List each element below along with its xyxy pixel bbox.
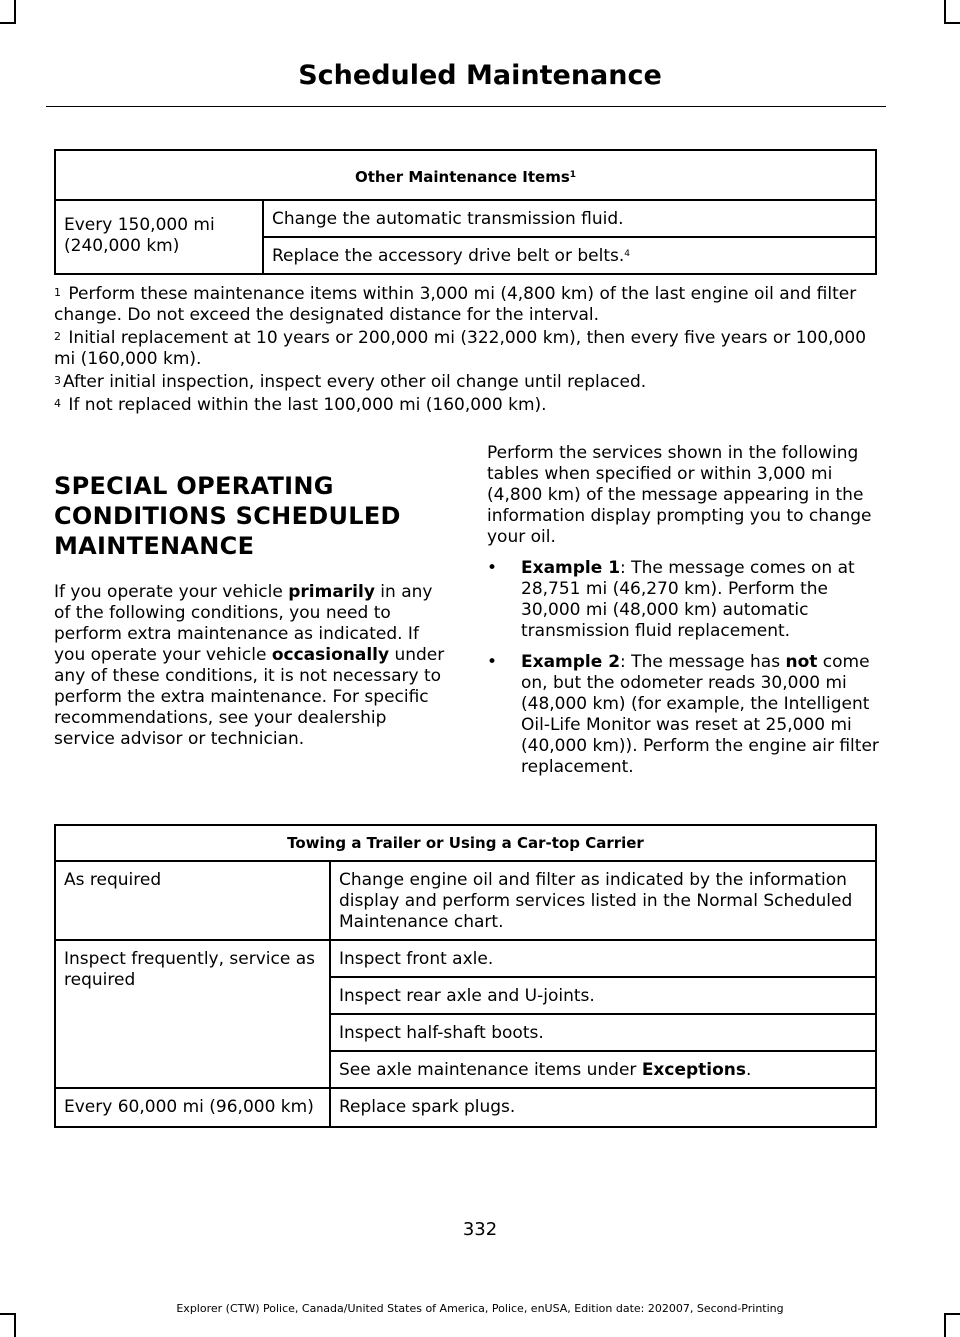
- para-text: under any of these conditions, it is not necessary to perform the extra maintenance. For specific recommendations, see your dealership service advisor or technician.: [54, 645, 445, 749]
- para-emphasis: primarily: [288, 582, 375, 602]
- example-emphasis: not: [785, 652, 818, 672]
- table-cell: [263, 200, 876, 237]
- bullet-icon: •: [487, 652, 498, 672]
- right-column: [487, 443, 882, 788]
- intro-paragraph: Perform the services shown in the following tables when specified or within 3,000 mi (4,800 km) of the message appearing in the information display prompting you to change your oil.: [487, 443, 872, 547]
- bullet-icon: •: [487, 558, 498, 578]
- table-title: Towing a Trailer or Using a Car-top Carrier: [55, 825, 876, 861]
- crop-mark: [944, 1315, 946, 1337]
- table-cell: [263, 237, 876, 274]
- interval-cell: Every 60,000 mi (96,000 km): [55, 1088, 330, 1127]
- footnote: [54, 284, 884, 326]
- examples-list: [487, 558, 882, 778]
- table-title-text: Other Maintenance Items: [354, 167, 570, 186]
- table-cell: Inspect front axle.: [330, 940, 876, 977]
- crop-mark: [0, 22, 16, 24]
- page-number: 332: [462, 1219, 498, 1240]
- crop-mark: [944, 0, 946, 22]
- section-heading: SPECIAL OPERATING CONDITIONS SCHEDULED MAINTENANCE: [54, 472, 401, 560]
- example-label: Example 2: [521, 652, 621, 672]
- table-cell: Change engine oil and filter as indicated by the information display and perform services listed in the Normal Scheduled Maintenance chart.: [330, 861, 876, 940]
- footnote: [54, 328, 884, 370]
- interval-cell: Inspect frequently, service as required: [55, 940, 330, 1088]
- footnote: [54, 372, 884, 393]
- example-text: : The message comes on at 28,751 mi (46,270 km). Perform the 30,000 mi (48,000 km) automatic transmission fluid replacement.: [521, 558, 855, 641]
- table-cell: [330, 1051, 876, 1088]
- cell-text: Replace the accessory drive belt or belts.: [272, 246, 625, 266]
- interval-cell: Every 150,000 mi (240,000 km): [55, 200, 263, 274]
- footnote-text: Initial replacement at 10 years or 200,000 mi (322,000 km), then every five years or 100,000 mi (160,000 km).: [54, 328, 867, 369]
- example-label: Example 1: [521, 558, 621, 578]
- crop-mark: [14, 1315, 16, 1337]
- interval-cell: As required: [55, 861, 330, 940]
- other-maintenance-table: [54, 149, 877, 275]
- footnotes: [54, 284, 884, 418]
- footnote-mark: 3: [54, 374, 61, 387]
- page-title: Scheduled Maintenance: [298, 60, 662, 91]
- section-paragraph: [54, 582, 452, 750]
- table-title: [55, 150, 876, 200]
- table-cell: Inspect rear axle and U-joints.: [330, 977, 876, 1014]
- towing-table: [54, 824, 877, 1128]
- list-item: [487, 652, 882, 778]
- title-divider: [46, 106, 886, 107]
- table-cell: Replace spark plugs.: [330, 1088, 876, 1127]
- footnote-mark: 4: [54, 397, 61, 410]
- footnote: [54, 395, 884, 416]
- footnote-mark: 2: [54, 330, 61, 343]
- footnote-text: If not replaced within the last 100,000 mi (160,000 km).: [63, 395, 547, 415]
- cell-text: See axle maintenance items under: [339, 1060, 642, 1080]
- cell-text: .: [746, 1060, 752, 1080]
- footnote-text: Perform these maintenance items within 3,000 mi (4,800 km) of the last engine oil and filter change. Do not exceed the designated distance for the interval.: [54, 284, 857, 325]
- para-text: If you operate your vehicle: [54, 582, 289, 602]
- cell-text: Change the automatic transmission fluid.: [272, 209, 624, 229]
- para-text: in any of the following conditions, you need to perform extra maintenance as indicated. If you operate your vehicle: [54, 582, 433, 665]
- table-cell: Inspect half-shaft boots.: [330, 1014, 876, 1051]
- para-emphasis: occasionally: [271, 645, 390, 665]
- footnote-text: After initial inspection, inspect every other oil change until replaced.: [63, 372, 647, 392]
- example-text: come on, but the odometer reads 30,000 mi (48,000 km) (for example, the Intelligent Oil-Life Monitor was reset at 25,000 mi (40,000 km)). Perform the engine air filter replacement.: [521, 652, 879, 777]
- crop-mark: [944, 22, 960, 24]
- list-item: [487, 558, 882, 642]
- footnote-mark: 1: [54, 286, 61, 299]
- footnote-ref: 4: [624, 249, 630, 259]
- footer-text: Explorer (CTW) Police, Canada/United States of America, Police, enUSA, Edition date: 202007, Second-Printing: [176, 1302, 784, 1315]
- crop-mark: [14, 0, 16, 22]
- cell-emphasis: Exceptions: [641, 1060, 747, 1080]
- footnote-ref: 1: [569, 169, 577, 180]
- example-text: : The message has: [620, 652, 786, 672]
